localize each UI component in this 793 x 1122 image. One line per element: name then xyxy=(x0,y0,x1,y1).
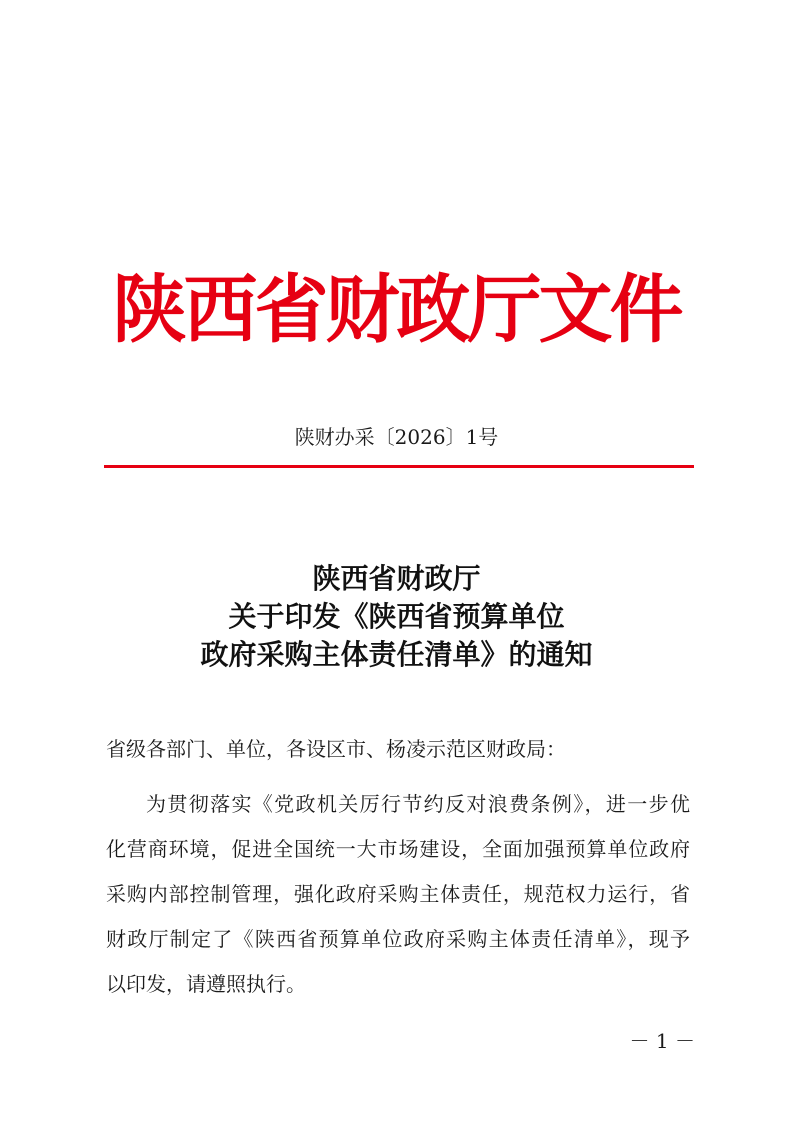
body-line-2: 化营商环境，促进全国统一大市场建设，全面加强预算单位政府 xyxy=(106,837,690,861)
body-line-4: 财政厅制定了《陕西省预算单位政府采购主体责任清单》，现予 xyxy=(106,927,690,951)
title-line-1: 陕西省财政厅 xyxy=(312,562,481,595)
salutation: 省级各部门、单位，各设区市、杨凌示范区财政局： xyxy=(106,737,566,761)
body-line-5: 以印发，请遵照执行。 xyxy=(106,972,306,996)
title-line-2: 关于印发《陕西省预算单位 xyxy=(228,600,565,633)
body-paragraph xyxy=(106,782,690,1007)
document-number: 陕财办采〔2026〕1号 xyxy=(294,425,499,449)
body-line-3: 采购内部控制管理，强化政府采购主体责任，规范权力运行，省 xyxy=(106,882,690,906)
title-line-3: 政府采购主体责任清单》的通知 xyxy=(200,638,593,671)
body-line-1: 为贯彻落实《党政机关厉行节约反对浪费条例》，进一步优 xyxy=(146,792,690,816)
document-title xyxy=(0,560,793,674)
red-divider-line xyxy=(104,465,694,468)
page-number: － 1 － xyxy=(629,1029,695,1053)
document-masthead: 陕西省财政厅文件 xyxy=(112,267,681,353)
